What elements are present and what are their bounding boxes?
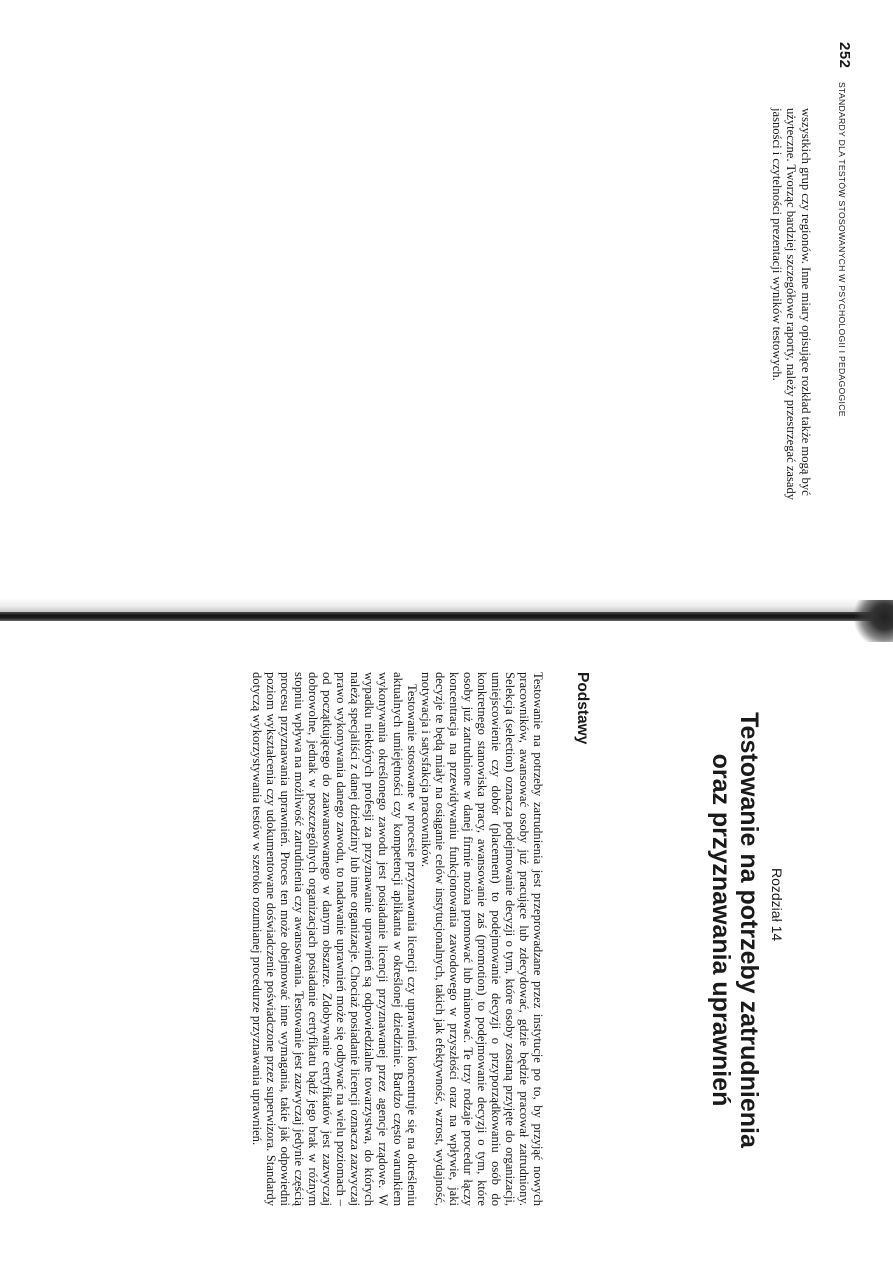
edge-blot [851, 600, 893, 642]
section-heading: Podstawy [574, 672, 591, 745]
text-line: wszystkich grup czy regionów. Inne miary opisujące rozkład także mogą być [799, 108, 813, 496]
text-line: jasności i czytelności prezentacji wyników testowych. [770, 108, 784, 381]
page-edge-shadow [0, 598, 893, 644]
paragraph: Testowanie na potrzeby zatrudnienia jest przeprowadzane przez instytucje po to, by przyjąć nowych pracowników, awansować osoby już pracujące lub zdecydować, gdzie będzie pracował zatrudniony. Selekcja (selection) oznacza podejmowanie decyzji o tym, które osoby zostaną przyjęte do organizacji, umiejscowienie czy dobór (placement) to podejmowanie decyzji o przyporządkowaniu osób do konkretnego stanowiska pracy, awansowanie zaś (promotion) to podejmowanie decyzji o tym, które osoby już zatrudnione w danej firmie można promować lub mianować. Te trzy rodzaje procedur łączy koncentracja na przewidywaniu funkcjonowania zawodowego w przyszłości oraz na wpływie, jaki decyzje te będą miały na osiąganie celów instytucjonalnych, takich jak efektywność, wzrost, wydajność, motywacja i satysfakcja pracowników. [418, 672, 545, 1206]
chapter-label: Rozdział 14 [769, 868, 785, 942]
running-head: STANDARDY DLA TESTÓW STOSOWANYCH W PSYCHOLOGII I PEDAGOGICE [837, 82, 847, 417]
chapter-title-line: Testowanie na potrzeby zatrudnienia [735, 712, 763, 1148]
previous-section-text [770, 108, 814, 598]
edge-bar [0, 612, 893, 621]
chapter-title-line: oraz przyznawania uprawnień [707, 753, 735, 1107]
section-body [250, 672, 545, 1206]
paragraph: Testowanie stosowane w procesie przyznawania licencji czy uprawnień koncentruje się na określeniu aktualnych umiejętności czy kompetencji aplikanta w określonej dziedzinie. Bardzo często warunkiem wykonywania określonego zawodu jest posiadanie licencji przyznawanej przez agencje rządowe. W wypadku niektórych profesji za przyznawanie uprawnień są odpowiedzialne towarzystwa, do których należą specjaliści z danej dziedziny lub inne organizacje. Chociaż posiadanie licencji oznacza zazwyczaj prawo wykonywania danego zawodu, to nadawanie uprawnień może się odbywać na wielu poziomach – od początkującego do zaawansowanego w danym obszarze. Zdobywanie certyfikatów jest zazwyczaj dobrowolne, jednak w poszczególnych organizacjach posiadanie certyfikatu bądź jego brak w różnym stopniu wpływa na możliwość zatrudnienia czy awansowania. Testowanie jest zazwyczaj jedynie częścią procesu przyznawania uprawnień. Proces ten może obejmować inne wymagania, takie jak odpowiedni poziom wykształcenia czy udokumentowane doświadczenie poświadczone przez superwizora. Standardy dotyczą wykorzystywania testów w szeroko rozumianej procedurze przyznawania uprawnień. [250, 672, 419, 1206]
page-number: 252 [836, 42, 853, 69]
edge-gradient [0, 598, 893, 612]
text-line: użyteczne. Tworząc bardziej szczegółowe raporty, należy przestrzegać zasady [784, 108, 799, 501]
chapter-title [707, 680, 763, 1180]
